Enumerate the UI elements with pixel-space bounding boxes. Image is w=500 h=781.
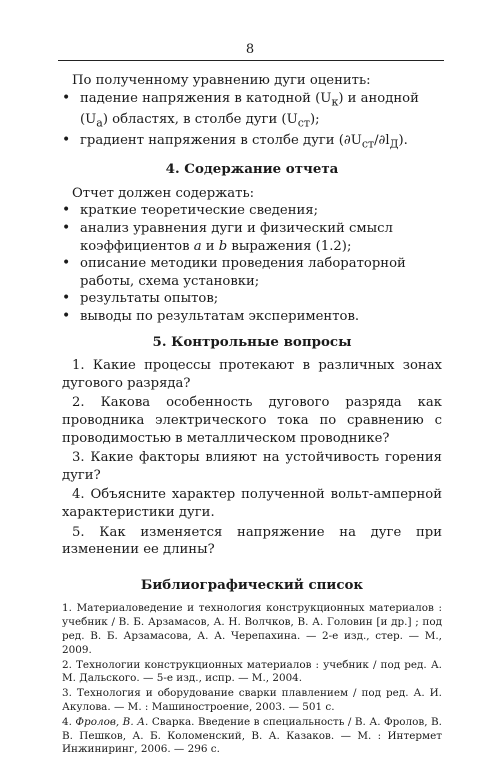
report-intro: Отчет должен содержать:: [72, 185, 255, 201]
evaluation-item-voltage-drop: • падение напряжения в катодной $(U_к)$ и анодной $(U_а)$ областях, в столбе дуги $(U_{ст})$;: [62, 90, 442, 132]
page-number: 8: [245, 42, 255, 57]
report-heading: 4. Содержание отчета: [165, 161, 339, 178]
report-contents-section: [62, 161, 442, 325]
question-item: 5. Как изменяется напряжение на дуге при изменении ее длины?: [62, 524, 442, 558]
report-item-analysis: • анализ уравнения дуги и физический смысл коэффициентов a и b выражения (1.2);: [62, 220, 442, 255]
evaluation-intro: По полученному уравнению дуги оценить:: [72, 73, 371, 88]
question-item: 3. Какие факторы влияют на устойчивость горения дуги?: [62, 450, 442, 483]
bibliography-item: 4. Фролов, В. А. Сварка. Введение в специальность / В. А. Фролов, В. В. Пешков, А. Б. Коломенский, В. А. Казаков. — М. : Интермет Инжиниринг, 2006. — 296 с.: [62, 715, 442, 756]
control-questions-section: [62, 334, 442, 559]
bibliography-section: [62, 577, 442, 757]
report-item-conclusions: • выводы по результатам экспериментов.: [62, 308, 442, 326]
evaluation-list: [62, 90, 442, 154]
report-item-results: • результаты опытов;: [62, 290, 442, 308]
bibliography-item: 3. Технология и оборудование сварки плавлением / под ред. А. И. Акулова. — М. : Машиностроение, 2003. — 501 с.: [62, 687, 442, 713]
report-list: [62, 202, 442, 325]
page-content: [62, 72, 442, 758]
bibliography-list: [62, 602, 442, 757]
report-item-method: • описание методики проведения лабораторной работы, схема установки;: [62, 255, 442, 290]
questions-heading: 5. Контрольные вопросы: [152, 333, 352, 350]
header-rule: [58, 60, 444, 61]
question-item: 4. Объясните характер полученной вольт-амперной характеристики дуги.: [62, 487, 442, 520]
bibliography-heading: Библиографический список: [140, 576, 364, 593]
evaluation-item-gradient: • градиент напряжения в столбе дуги $(\partial U_{ст}/\partial l_Д)$.: [62, 132, 442, 153]
question-item: 1. Какие процессы протекают в различных зонах дугового разряда?: [62, 358, 442, 391]
question-item: 2. Какова особенность дугового разряда как проводника электрического тока по сравнению с проводимостью в металлическом проводнике?: [62, 395, 442, 446]
report-item-theory: • краткие теоретические сведения;: [62, 202, 442, 220]
bibliography-item: 1. Материаловедение и технология конструкционных материалов : учебник / В. Б. Арзамасов, А. Н. Волчков, В. А. Головин [и др.] ; под ред. В. Б. Арзамасова, А. А. Черепахина. — 2-е изд., стер. — М., 2009.: [62, 602, 442, 656]
bibliography-item: 2. Технологии конструкционных материалов : учебник / под ред. А. М. Дальского. — 5-е изд., испр. — М., 2004.: [62, 658, 442, 685]
arc-equation-evaluation: [62, 72, 442, 153]
